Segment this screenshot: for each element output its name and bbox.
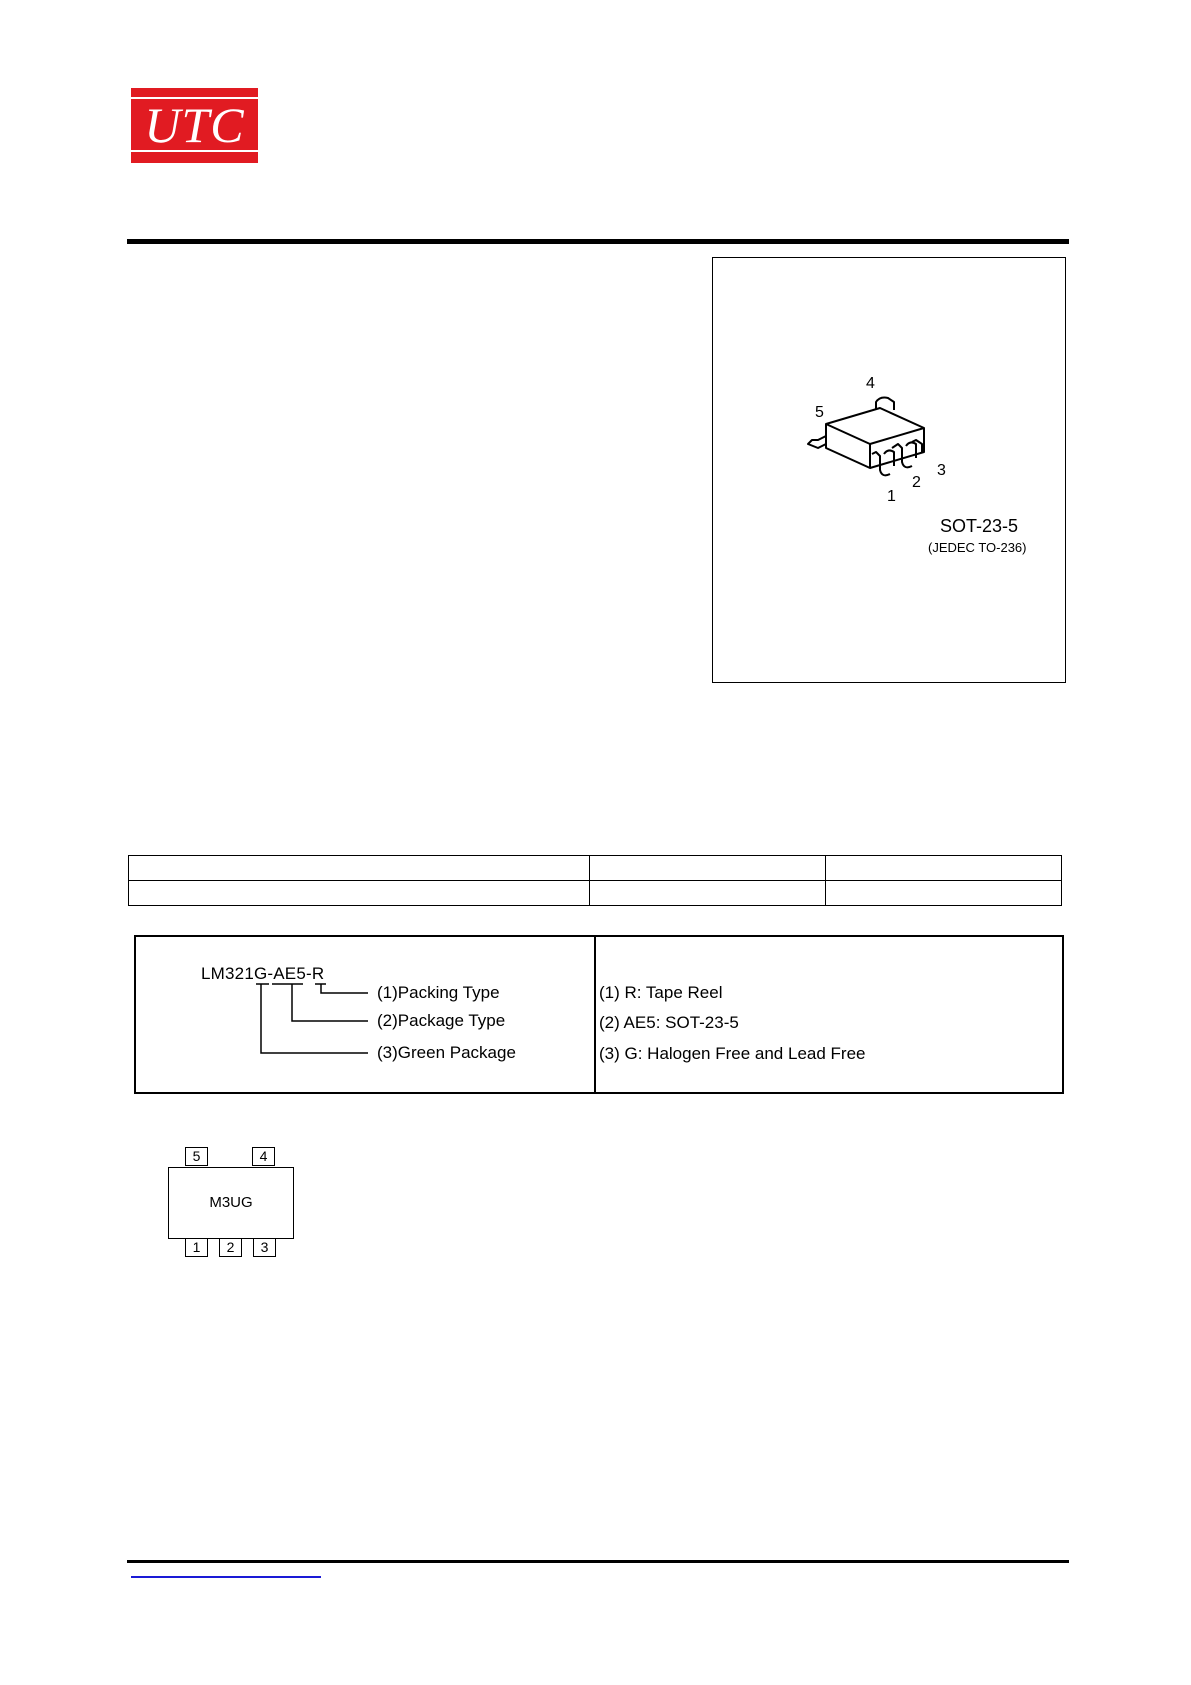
pin-label-1: 1 [887, 488, 896, 505]
package-standard: (JEDEC TO-236) [928, 540, 1027, 555]
desc-package-type: (2) AE5: SOT-23-5 [599, 1013, 739, 1032]
table-cell [590, 856, 826, 881]
marking-package-body [168, 1167, 294, 1239]
package-name: SOT-23-5 [940, 516, 1019, 536]
pin-label-2: 2 [912, 474, 921, 491]
part-number-decoder [134, 935, 1064, 1094]
table-row [129, 856, 1062, 881]
footer-rule [127, 1560, 1069, 1563]
table-cell [129, 881, 590, 906]
marking-pin-5: 5 [185, 1147, 208, 1166]
label-package-type: (2)Package Type [377, 1011, 506, 1030]
pin-label-3: 3 [937, 462, 946, 479]
pin-label-5: 5 [815, 404, 824, 421]
marking-pin-3: 3 [253, 1238, 276, 1257]
desc-packing-type: (1) R: Tape Reel [599, 983, 723, 1002]
logo-text: UTC [144, 96, 245, 153]
marking-pin-1: 1 [185, 1238, 208, 1257]
decoder-leader-lines [136, 937, 596, 1096]
table-cell [590, 881, 826, 906]
marking-pin-4: 4 [252, 1147, 275, 1166]
label-green-package: (3)Green Package [377, 1043, 516, 1062]
ordering-table [128, 855, 1062, 906]
pin-label-4: 4 [866, 375, 875, 392]
table-cell [826, 856, 1062, 881]
table-cell [826, 881, 1062, 906]
sot-23-5-drawing [0, 0, 1191, 700]
label-packing-type: (1)Packing Type [377, 983, 500, 1002]
marking-pin-2: 2 [219, 1238, 242, 1257]
marking-code: M3UG [209, 1194, 253, 1211]
desc-green-package: (3) G: Halogen Free and Lead Free [599, 1044, 866, 1063]
part-number: LM321G-AE5-R [201, 964, 325, 983]
table-row [129, 881, 1062, 906]
table-cell [129, 856, 590, 881]
footer-link-underline[interactable] [131, 1576, 321, 1578]
